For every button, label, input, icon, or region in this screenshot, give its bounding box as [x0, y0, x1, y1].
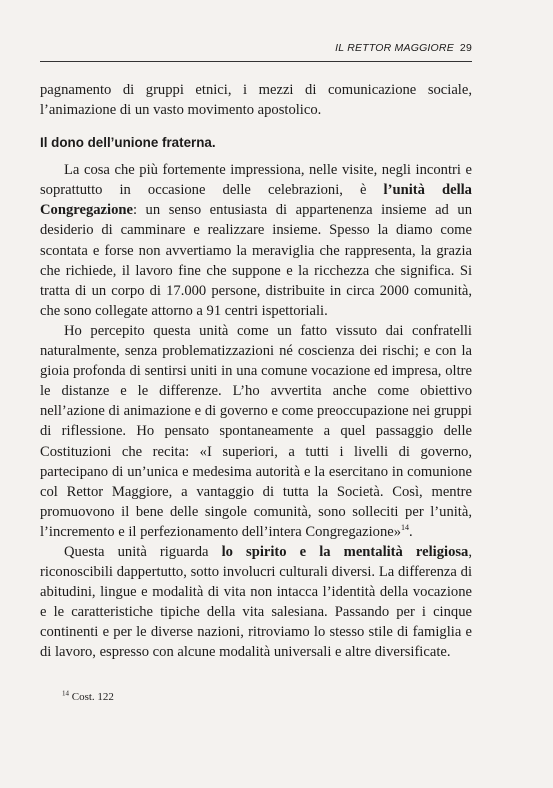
header-rule	[40, 61, 472, 62]
running-header	[40, 42, 472, 54]
page-number: 29	[459, 42, 472, 54]
footnote-reference[interactable]: 14	[401, 523, 410, 533]
paragraph: La cosa che più fortemente impressiona, nelle visite, negli incontri e soprattutto in occasione delle celebrazioni, è l’unità della Congregazione: un senso entusiasta di appartenenza insieme ad un desiderio di camminare e realizzare insieme. Spesso la diamo come scontata e forse non avvertiamo la meraviglia che rappresenta, la grazia che richiede, il lavoro fine che suppone e la ricchezza che significa. Si tratta di un corpo di 17.000 persone, distribuite in circa 2000 comunità, che sono collegate attorno a 91 centri ispettoriali.	[40, 162, 472, 319]
page-body	[40, 80, 472, 663]
footnote-number: 14	[62, 689, 69, 698]
paragraph: Ho percepito questa unità come un fatto vissuto dai confratelli naturalmente, senza problematizzazioni né coscienza dei rischi; e con la gioia profonda di sentirsi uniti in una comune vocazione ed impresa, oltre le distanze e le differenze. L’ho avvertita anche come obiettivo nell’azione di animazione e di governo e come preoccupazione nei gruppi di riflessione. Ho pensato spontaneamente a quel passaggio delle Costituzioni che recita: «I superiori, a tutti i livelli di governo, partecipano di un’unica e medesima autorità e la esercitano in comunione col Rettor Maggiore, a vantaggio di tutta la Società. Così, mentre promuovono il bene delle singole comunità, sono solleciti per l’unità, l’incremento e il perfezionamento dell’intera Congregazione»$^{14}$.	[40, 322, 472, 540]
running-title: IL RETTOR MAGGIORE	[335, 42, 454, 54]
paragraph: Questa unità riguarda lo spirito e la mentalità religiosa, riconoscibili dappertutto, sotto involucri culturali diversi. La differenza di abitudini, lingue e modalità di vita non intacca l’identità della vocazione e le caratteristiche tipiche della vita salesiana. Passando per i cinque continenti e per le diverse nazioni, ritroviamo lo stesso stile di famiglia e di lavoro, espresso con alcune modalità universali e altre diversificate.	[40, 543, 472, 661]
section-title: Il dono dell’unione fraterna.	[40, 135, 216, 151]
paragraph-continued: pagnamento di gruppi etnici, i mezzi di comunicazione sociale, l’animazione di un vasto movimento apostolico.	[40, 82, 472, 119]
bold-phrase: lo spirito e la mentalità religiosa	[221, 543, 469, 560]
bold-phrase: l’unità della Congregazione	[40, 182, 472, 219]
footnote-text: Cost. 122	[71, 691, 114, 703]
footnote	[62, 690, 114, 704]
